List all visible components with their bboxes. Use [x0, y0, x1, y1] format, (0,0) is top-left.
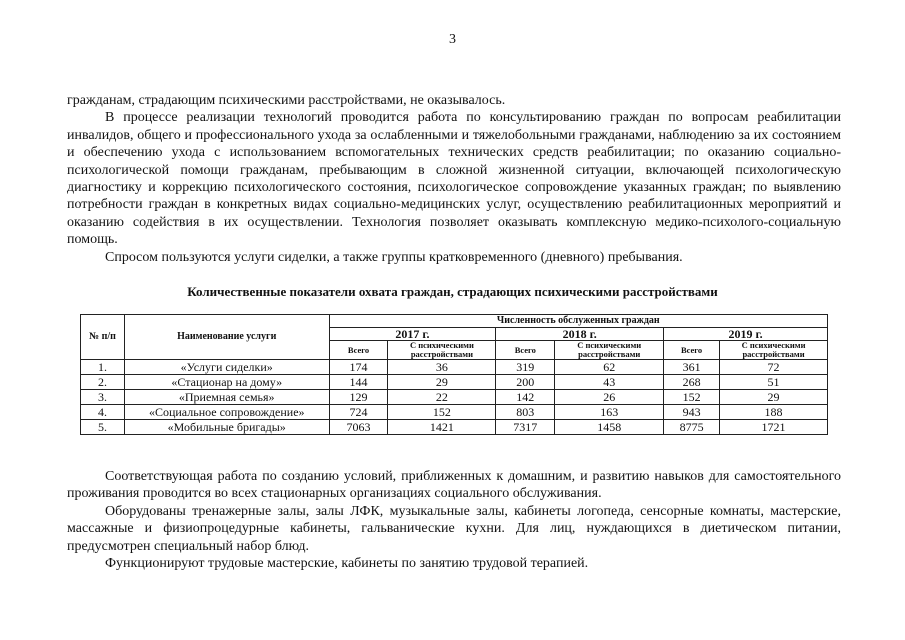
header-service-name: Наименование услуги — [124, 315, 329, 360]
row-number: 5. — [81, 420, 125, 435]
cell-2019-total: 152 — [664, 390, 720, 405]
paragraph: Спросом пользуются услуги сиделки, а также группы кратковременного (дневного) пребывания. — [105, 249, 683, 265]
paragraph: Соответствующая работа по созданию условий, приближенных к домашним, и развитию навыков для самостоятельного проживания проводится во всех стационарных организациях социального обслуживания. — [67, 469, 841, 502]
header-year: 2018 г. — [496, 328, 664, 341]
cell-2019-mental: 51 — [720, 375, 828, 390]
cell-2019-mental: 29 — [720, 390, 828, 405]
paragraph: Оборудованы тренажерные залы, залы ЛФК, музыкальные залы, кабинеты логопеда, сенсорные комнаты, мастерские, массажные и физиопроцедурные кабинеты, гальванические кухни. Для лиц, нуждающихся в диетическом питании, предусмотрен специальный набор блюд. — [67, 503, 841, 554]
row-service-name: «Мобильные бригады» — [124, 420, 329, 435]
cell-2017-mental: 1421 — [388, 420, 496, 435]
header-with-mental: С психическими расстройствами — [720, 341, 828, 360]
table-row — [81, 420, 828, 435]
page-number: 3 — [449, 32, 456, 47]
cell-2019-mental: 1721 — [720, 420, 828, 435]
cell-2018-mental: 62 — [555, 360, 664, 375]
cell-2017-total: 174 — [329, 360, 388, 375]
cell-2017-total: 7063 — [329, 420, 388, 435]
row-service-name: «Приемная семья» — [124, 390, 329, 405]
row-service-name: «Стационар на дому» — [124, 375, 329, 390]
cell-2018-total: 7317 — [496, 420, 555, 435]
paragraph: Функционируют трудовые мастерские, кабинеты по занятию трудовой терапией. — [105, 556, 589, 572]
table-row — [81, 390, 828, 405]
row-number: 1. — [81, 360, 125, 375]
cell-2017-mental: 152 — [388, 405, 496, 420]
row-number: 4. — [81, 405, 125, 420]
cell-2018-total: 200 — [496, 375, 555, 390]
header-with-mental: С психическими расстройствами — [388, 341, 496, 360]
paragraph: гражданам, страдающим психическими расстройствами, не оказывалось. — [67, 93, 506, 108]
cell-2018-mental: 43 — [555, 375, 664, 390]
cell-2019-total: 8775 — [664, 420, 720, 435]
header-number: № п/п — [81, 315, 125, 360]
text-block-top — [67, 92, 841, 266]
row-service-name: «Услуги сиделки» — [124, 360, 329, 375]
header-with-mental: С психическими расстройствами — [555, 341, 664, 360]
header-total: Всего — [329, 341, 388, 360]
cell-2018-total: 803 — [496, 405, 555, 420]
cell-2017-mental: 22 — [388, 390, 496, 405]
table-title: Количественные показатели охвата граждан, страдающих психическими расстройствами — [187, 284, 718, 299]
cell-2019-mental: 188 — [720, 405, 828, 420]
header-year: 2019 г. — [664, 328, 828, 341]
text-block-bottom — [67, 468, 841, 572]
cell-2018-total: 319 — [496, 360, 555, 375]
cell-2018-mental: 26 — [555, 390, 664, 405]
cell-2017-total: 144 — [329, 375, 388, 390]
cell-2017-total: 129 — [329, 390, 388, 405]
cell-2018-mental: 1458 — [555, 420, 664, 435]
header-total: Всего — [664, 341, 720, 360]
paragraph: В процессе реализации технологий проводится работа по консультированию граждан по вопросам реабилитации инвалидов, общего и профессионального ухода за ослабленными и тяжелобольными гражданами, наблюдению за их состоянием и обеспечению ухода с использованием вспомогательных технических средств реабилитации; по оказанию социально-психологической помощи гражданам, пребывающим в сложной жизненной ситуации, включающей психологическую диагностику и коррекцию психологического состояния, психологическое сопровождение указанных граждан; по выявлению потребности граждан в конкретных видах социально-медицинских услуг, осуществлению реабилитационных мероприятий и оказанию содействия в их осуществлении. Технология позволяет оказывать комплексную медико-психолого-социальную помощь. — [67, 110, 841, 248]
header-served-group: Численность обслуженных граждан — [329, 315, 827, 328]
cell-2017-mental: 29 — [388, 375, 496, 390]
row-number: 3. — [81, 390, 125, 405]
cell-2018-total: 142 — [496, 390, 555, 405]
cell-2019-total: 361 — [664, 360, 720, 375]
cell-2017-mental: 36 — [388, 360, 496, 375]
cell-2019-mental: 72 — [720, 360, 828, 375]
header-total: Всего — [496, 341, 555, 360]
stats-table — [80, 314, 828, 435]
cell-2019-total: 943 — [664, 405, 720, 420]
cell-2018-mental: 163 — [555, 405, 664, 420]
cell-2017-total: 724 — [329, 405, 388, 420]
header-year: 2017 г. — [329, 328, 496, 341]
row-number: 2. — [81, 375, 125, 390]
table-row — [81, 405, 828, 420]
table-row — [81, 375, 828, 390]
row-service-name: «Социальное сопровождение» — [124, 405, 329, 420]
cell-2019-total: 268 — [664, 375, 720, 390]
table-row — [81, 360, 828, 375]
